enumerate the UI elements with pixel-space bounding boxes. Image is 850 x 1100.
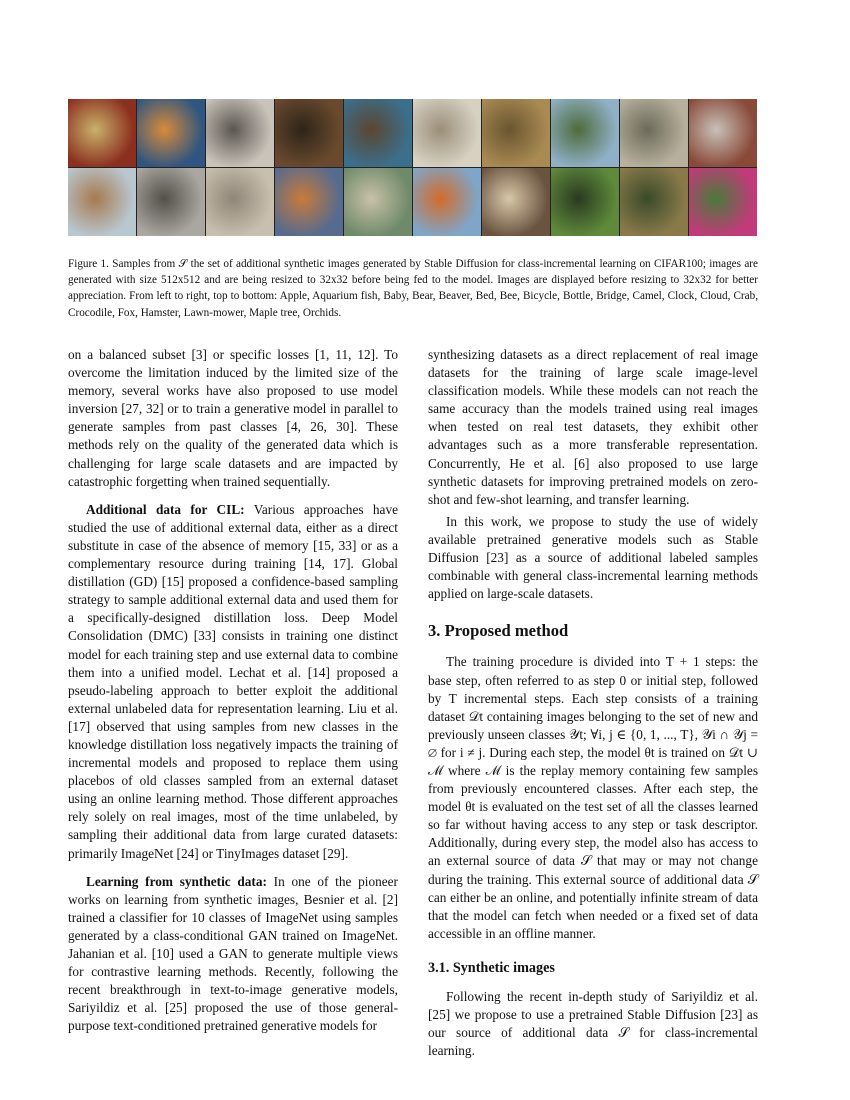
- paragraph-heading: Additional data for CIL:: [86, 501, 245, 517]
- right-column: [428, 346, 758, 1060]
- sample-image-hamster: [482, 168, 550, 236]
- sample-image-maple-tree: [620, 168, 688, 236]
- sample-image-lawn-mower: [551, 168, 619, 236]
- paragraph: on a balanced subset [3] or specific losses [1, 11, 12]. To overcome the limitation induced by the limited size of the memory, several works have also proposed to use model inversion [27, 32] or to train a generative model in parallel to generate samples from past classes [4, 26, 30]. These methods rely on the quality of the generated data which is challenging for large scale datasets and are impacted by catastrophic forgetting when trained sequentially.: [68, 347, 398, 489]
- left-column: [68, 346, 398, 1035]
- paragraph-heading: Learning from synthetic data:: [86, 873, 267, 889]
- sample-image-bed: [413, 99, 481, 167]
- sample-image-bottle: [620, 99, 688, 167]
- sample-image-bear: [275, 99, 343, 167]
- sample-image-fox: [413, 168, 481, 236]
- subsection-heading: 3.1. Synthetic images: [428, 959, 555, 976]
- sample-image-baby: [206, 99, 274, 167]
- paragraph-body: Various approaches have studied the use of additional external data, either as a direct substitute in case of the absence of memory [15, 33] or as a complementary resource during training [14, 17]. Global distillation (GD) [15] proposed a confidence-based sampling strategy to sample additional external data and used them for a specifically-designed distillation loss. Deep Model Consolidation (DMC) [33] consists in training one distinct model for each training step and use external data to combine them into a unified model. Lechat et al. [14] proposed a pseudo-labeling approach to better exploit the additional external unlabeled data for representation learning. Liu et al. [17] observed that using samples from new classes in the knowledge distillation loss negatively impacts the training of incremental models and proposed to replace them using placebos of old classes sampled from an external dataset using an online learning method. Those different approaches rely solely on real images, most of the time unlabeled, by sampling their additional data from large curated datasets: primarily ImageNet [24] or TinyImages dataset [29].: [68, 501, 398, 861]
- sample-image-orchids: [689, 168, 757, 236]
- paragraph: In this work, we propose to study the use of widely available pretrained generative models such as Stable Diffusion [23] as a source of additional labeled samples combinable with general class-incremental learning methods applied on large-scale datasets.: [428, 513, 758, 602]
- sample-image-bee: [482, 99, 550, 167]
- paragraph: The training procedure is divided into T + 1 steps: the base step, often referred to as step 0 or initial step, followed by T incremental steps. Each step consists of a training dataset 𝒟t containing images belonging to the set of new and previously unseen classes 𝒴t; ∀i, j ∈ {0, 1, ..., T}, 𝒴i ∩ 𝒴j = ∅ for i ≠ j. During each step, the model θt is trained on 𝒟t ∪ ℳ where ℳ is the replay memory containing few samples from previously encountered classes. After each step, the model θt is evaluated on the test set of all the classes learned so far without having access to any step or task descriptor. Additionally, during every step, the model also has access to an external source of data 𝒮 that may or may not change during the training. This external source of additional data 𝒮 can either be an online, and potentially infinite stream of data that the model can fetch when needed or a fixed set of data accessible in an offline manner.: [428, 654, 758, 941]
- sample-image-grid: [68, 99, 757, 236]
- figure-caption: Figure 1. Samples from 𝒮 the set of additional synthetic images generated by Stable Diffusion for class-incremental learning on CIFAR100; images are generated with size 512x512 and are being resized to 32x32 before being fed to the model. Images are displayed before resizing to 32x32 for better appreciation. From left to right, top to bottom: Apple, Aquarium fish, Baby, Bear, Beaver, Bed, Bee, Bicycle, Bottle, Bridge, Camel, Clock, Cloud, Crab, Crocodile, Fox, Hamster, Lawn-mower, Maple tree, Orchids.: [68, 258, 758, 319]
- sample-image-bridge: [689, 99, 757, 167]
- paragraph-body: In one of the pioneer works on learning from synthetic images, Besnier et al. [2] trained a classifier for 10 classes of ImageNet using samples generated by a class-conditional GAN trained on ImageNet. Jahanian et al. [10] used a GAN to generate multiple views for contrastive learning methods. Recently, following the recent breakthrough in text-to-image generative models, Sariyildiz et al. [25] proposed the use of those general-purpose text-conditioned pretrained generative models for: [68, 873, 398, 1034]
- paragraph: Following the recent in-depth study of Sariyildiz et al. [25] we propose to use a pretrained Stable Diffusion [23] as our source of additional data 𝒮 for class-incremental learning.: [428, 989, 758, 1059]
- sample-image-crab: [275, 168, 343, 236]
- sample-image-aquarium-fish: [137, 99, 205, 167]
- sample-image-camel: [68, 168, 136, 236]
- sample-image-clock: [137, 168, 205, 236]
- sample-image-crocodile: [344, 168, 412, 236]
- sample-image-bicycle: [551, 99, 619, 167]
- paragraph: synthesizing datasets as a direct replacement of real image datasets for the training of large scale image-level classification models. While these models can not reach the same accuracy than the models trained using real images when tested on real test datasets, they exhibit other advantages such as a more transferable representation. Concurrently, He et al. [6] also proposed to use large synthetic datasets for improving pretrained models on zero-shot and few-shot learning, and transfer learning.: [428, 347, 758, 507]
- paragraph-synthetic-data: [68, 873, 398, 1036]
- sample-image-cloud: [206, 168, 274, 236]
- sample-image-apple: [68, 99, 136, 167]
- sample-image-beaver: [344, 99, 412, 167]
- paragraph-additional-data: [68, 501, 398, 863]
- section-heading: 3. Proposed method: [428, 621, 569, 641]
